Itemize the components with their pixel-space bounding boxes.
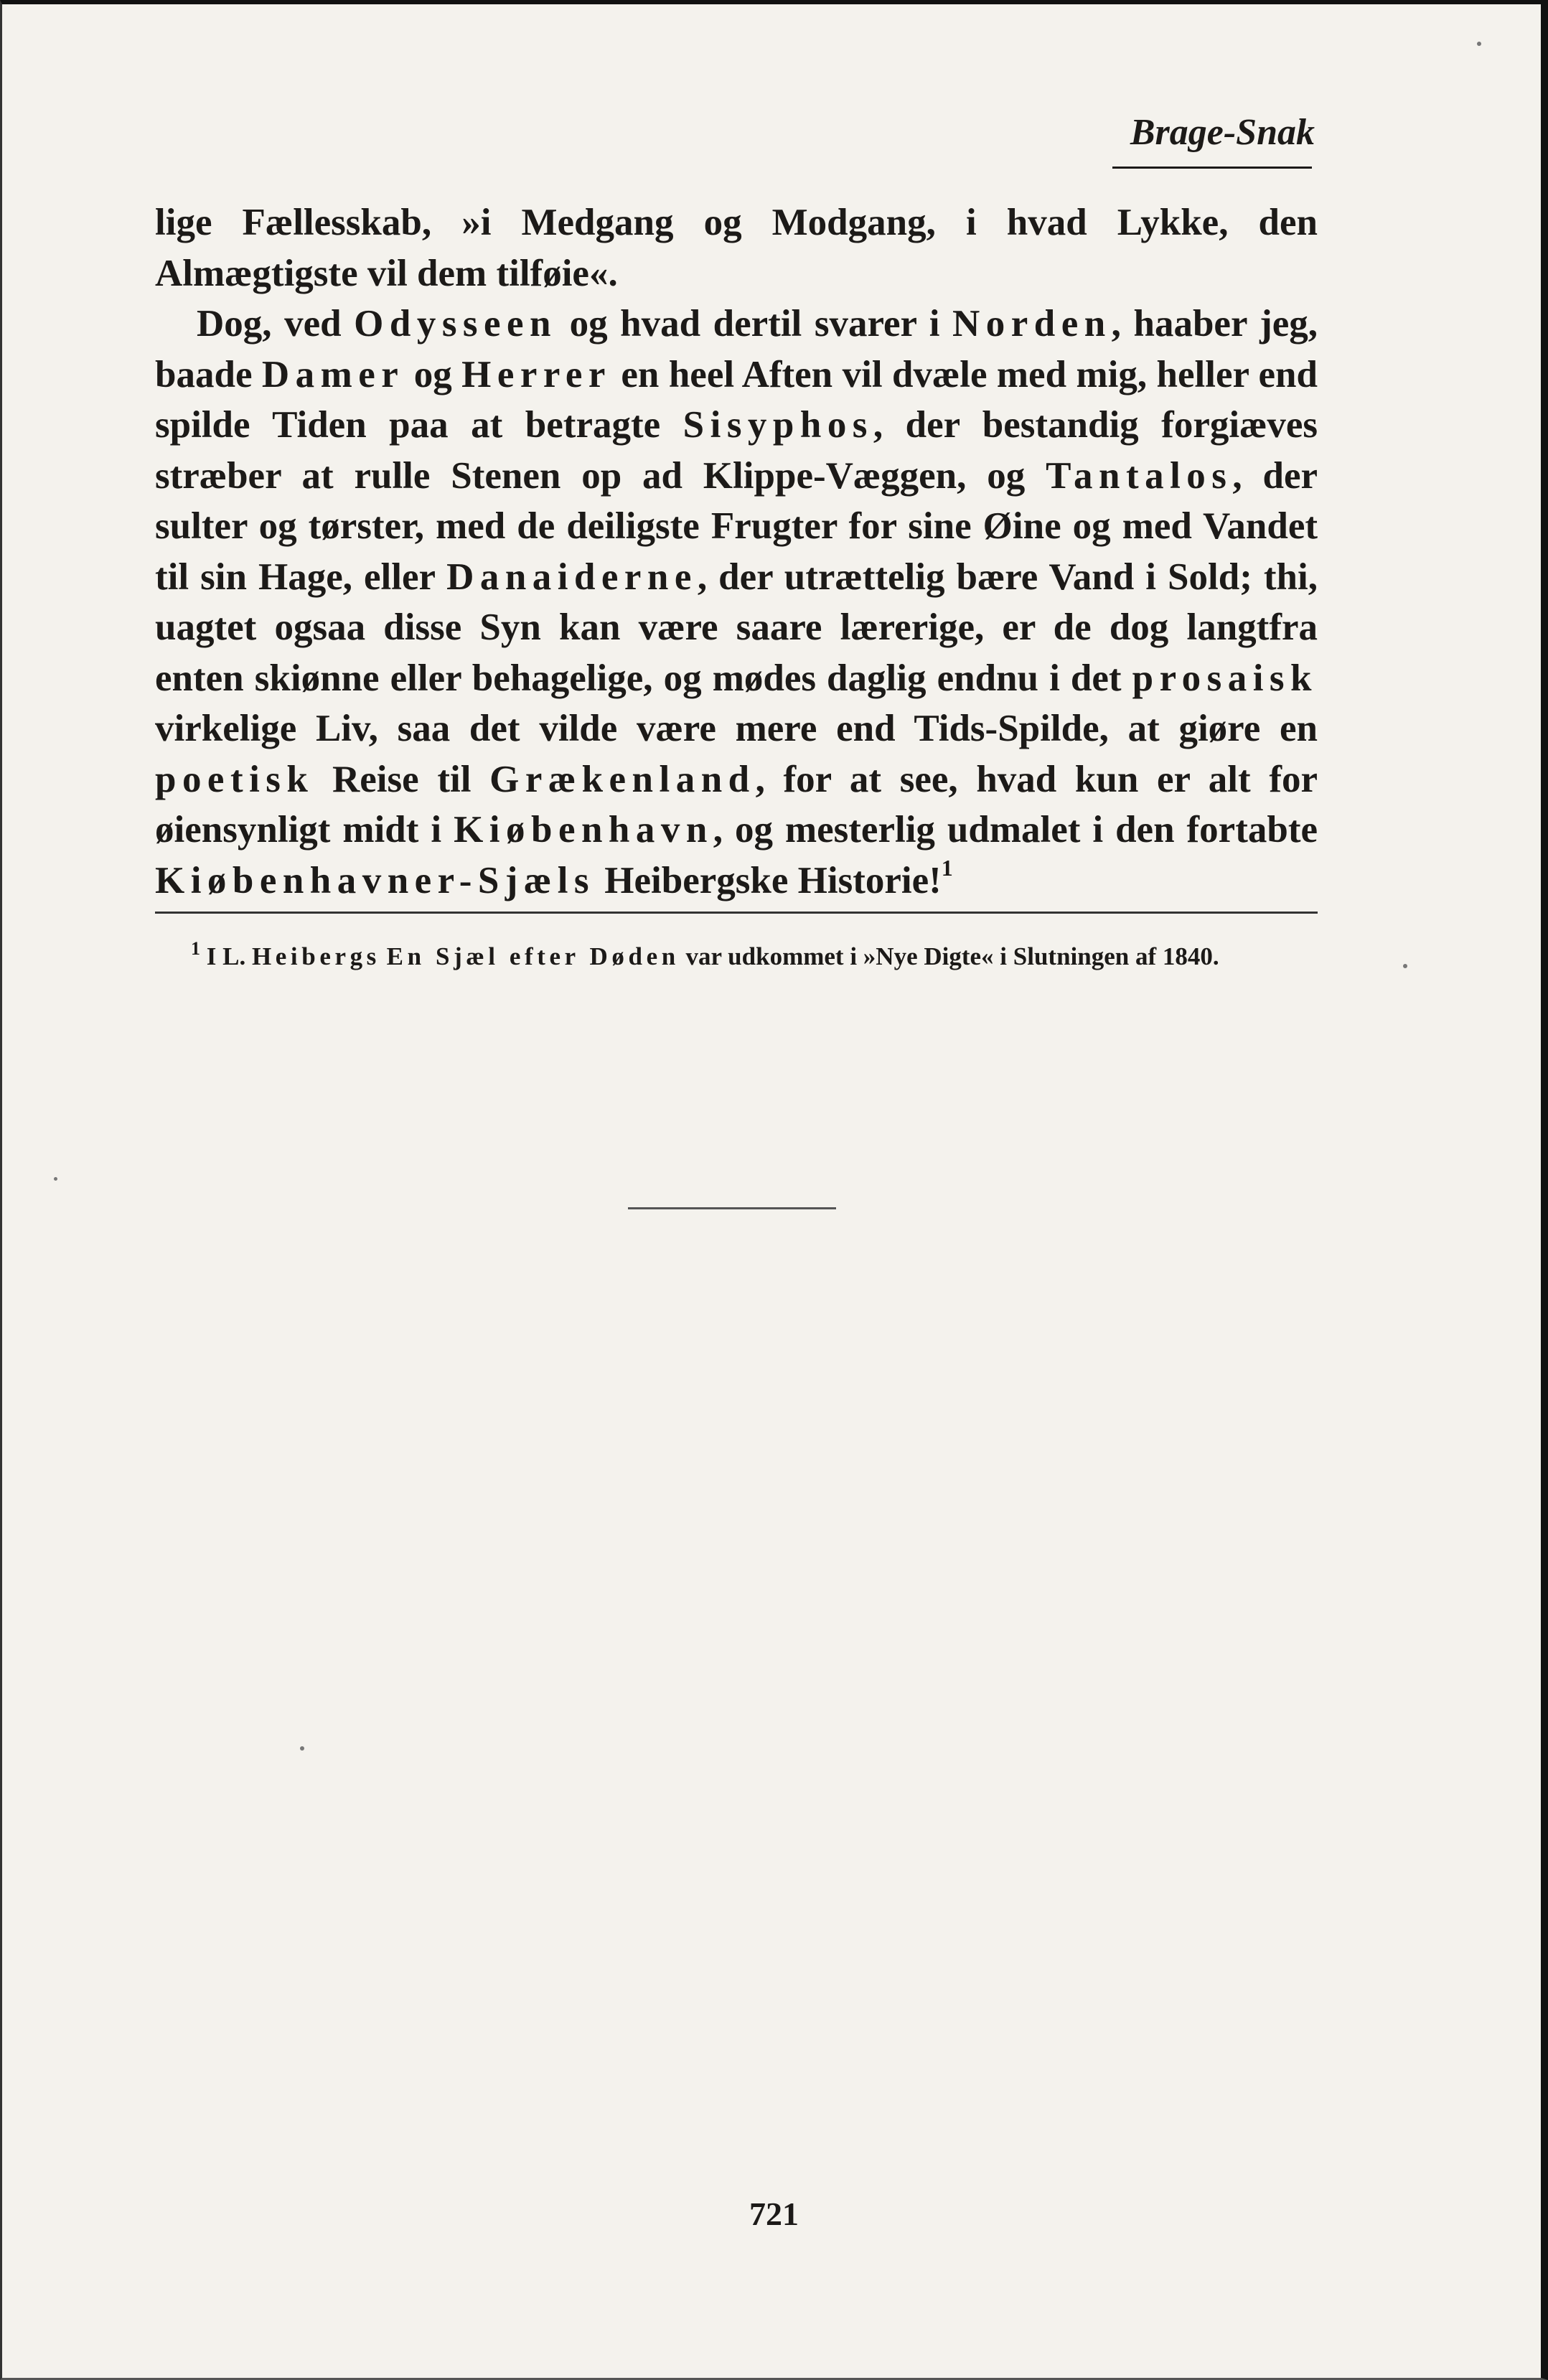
spaced-word: Herrer	[461, 353, 611, 395]
text-run: lige Fællesskab, »i Medgang og Modgang, i hvad Lykke, den Almægtigste vil dem tilføie«.	[155, 202, 1318, 294]
text-run: og hvad dertil svarer i	[557, 303, 952, 345]
running-head: Brage-Snak	[1130, 112, 1315, 153]
paragraph-1	[155, 197, 1318, 299]
text-run: , der utrættelig bære Vand i Sold; thi, uagtet ogsaa disse Syn kan være saare lærerige, er de dog langtfra enten skiønne eller behagelige, og mødes daglig endnu i det	[155, 556, 1318, 699]
running-head-rule	[1112, 167, 1312, 169]
text-run: , der bestandig forgiæves stræber at rulle Stenen op ad Klippe-Væggen, og	[155, 404, 1318, 497]
footnote-spaced-word: Heibergs	[251, 942, 380, 970]
text-run: Reise til	[314, 758, 490, 800]
footnote-reference: 1	[941, 854, 953, 881]
page-number: 721	[749, 2196, 799, 2232]
text-run: og	[404, 353, 462, 395]
spaced-word: Sisyphos	[682, 404, 873, 446]
spaced-word: Kiøbenhavn	[454, 809, 713, 851]
footnote-text: I L.	[206, 942, 252, 970]
footnote	[155, 939, 1318, 975]
spaced-word: poetisk	[155, 758, 314, 800]
scan-speck	[300, 1746, 304, 1751]
end-of-section-rule	[628, 1207, 836, 1209]
spaced-word: Odysseen	[354, 303, 557, 345]
text-run: Dog, ved	[197, 303, 355, 345]
paragraph-2	[155, 299, 1318, 906]
footnote-marker-wrap	[155, 938, 207, 970]
body-text	[155, 197, 1318, 906]
text-run: , og mesterlig udmalet i den fortabte	[713, 809, 1318, 851]
spaced-word: Damer	[261, 353, 405, 395]
spaced-word: prosaisk	[1132, 657, 1318, 699]
footnote-spaced-title: En Sjæl efter Døden	[386, 942, 680, 970]
spaced-word: Danaiderne	[446, 556, 698, 598]
text-run: en heel Aften vil dvæle med mig, heller end spilde Tiden paa at betragte	[155, 353, 1318, 446]
spaced-word: Norden	[952, 303, 1112, 345]
text-run: , der sulter og tørster, med de deiligste Frugter for sine Øine og med Vandet til sin Hage, eller	[155, 454, 1318, 598]
footnote-text	[380, 942, 387, 970]
footnote-rule	[155, 912, 1318, 914]
scan-speck	[1477, 42, 1481, 46]
footnote-text: var udkommet i »Nye Digte« i Slutningen af 1840.	[679, 942, 1219, 970]
text-run: virkelige Liv, saa det vilde være mere end Tids-Spilde, at giøre en	[155, 708, 1318, 749]
scan-speck	[1403, 964, 1407, 968]
text-run: Heibergske Historie!	[595, 859, 942, 901]
scan-speck	[54, 1177, 57, 1181]
spaced-word: Tantalos	[1046, 454, 1233, 497]
footnote-marker: 1	[191, 938, 200, 959]
text-run: , haaber jeg, baade	[155, 303, 1318, 395]
spaced-word: Grækenland	[489, 758, 756, 800]
spaced-word: Kiøbenhavner-Sjæls	[155, 859, 595, 901]
text-run: , for at see, hvad kun er alt for øiensynligt midt i	[155, 758, 1318, 851]
